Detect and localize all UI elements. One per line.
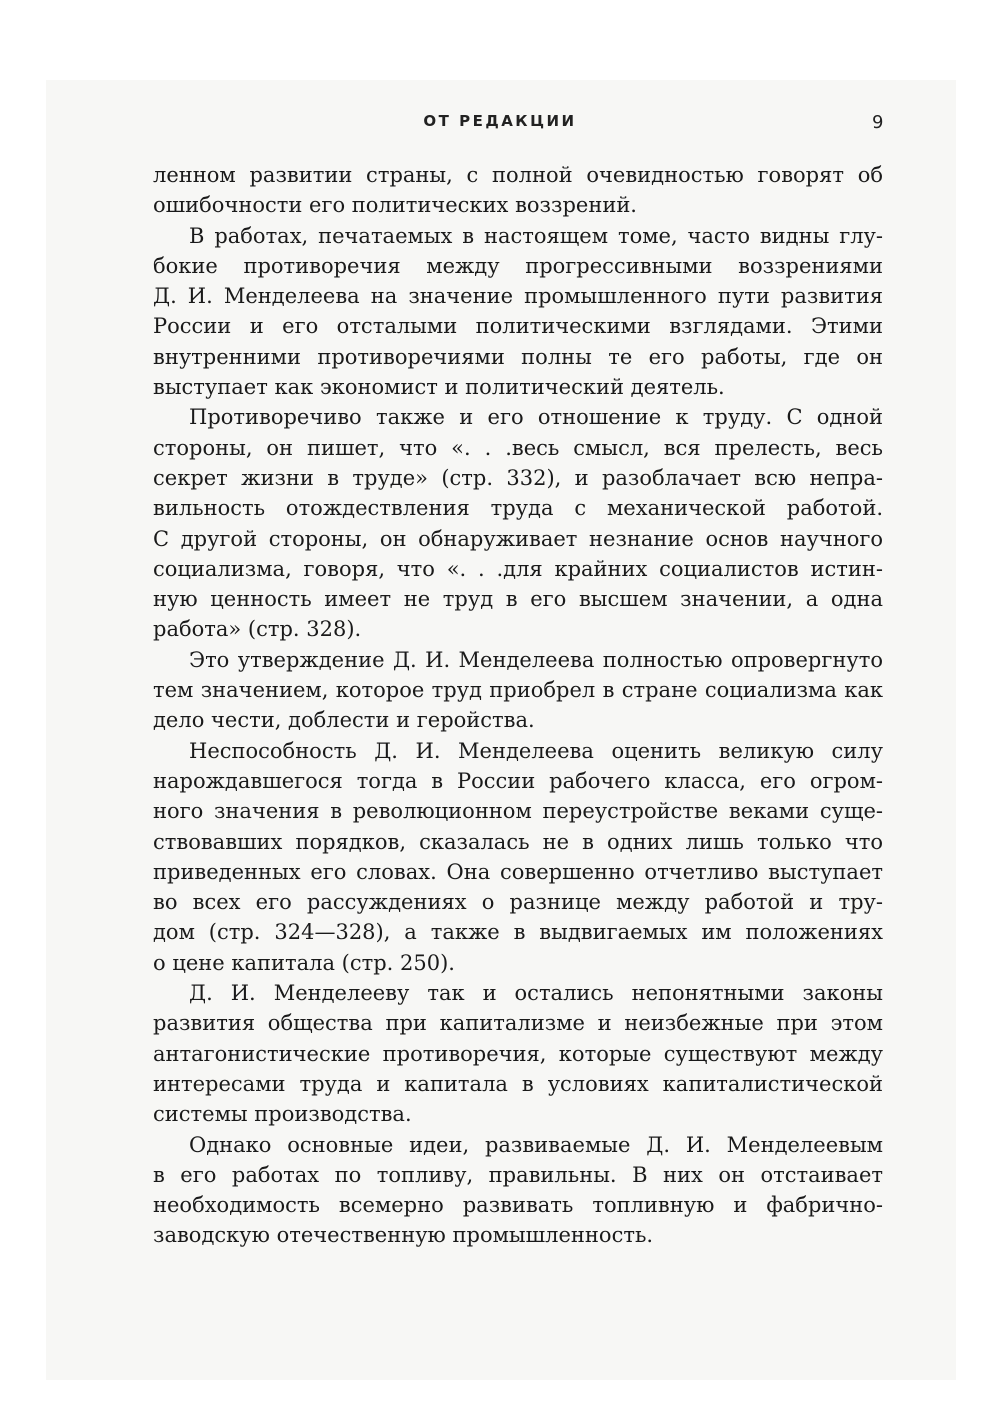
page-number: 9 xyxy=(872,112,884,133)
text-line: развития общества при капитализме и неизбежные при этом xyxy=(153,1011,883,1036)
text-line: Неспособность Д. И. Менделеева оценить великую силу xyxy=(189,738,883,763)
text-line: вильность отождествления труда с механической работой. xyxy=(153,496,883,521)
text-line: С другой стороны, он обнаруживает незнание основ научного xyxy=(153,526,883,551)
text-line: тем значением, которое труд приобрел в стране социализма как xyxy=(153,678,883,703)
text-line: ошибочности его политических воззрений. xyxy=(153,193,637,218)
text-line: интересами труда и капитала в условиях капиталистической xyxy=(153,1071,883,1096)
text-line: Однако основные идеи, развиваемые Д. И. Менделеевым xyxy=(189,1132,883,1157)
paragraph xyxy=(153,736,883,978)
text-line: ленном развитии страны, с полной очевидностью говорят об xyxy=(153,163,883,187)
text-line: Противоречиво также и его отношение к труду. С одной xyxy=(189,405,883,430)
paragraph xyxy=(153,1130,883,1251)
text-line: приведенных его словах. Она совершенно отчетливо выступает xyxy=(153,859,883,884)
text-line: антагонистические противоречия, которые существуют между xyxy=(153,1041,883,1066)
text-line: необходимость всемерно развивать топливную и фабрично- xyxy=(153,1193,883,1218)
paragraph xyxy=(153,645,883,736)
text-line: социализма, говоря, что «. . .для крайних социалистов истин- xyxy=(153,556,883,581)
text-line: В работах, печатаемых в настоящем томе, часто видны глу- xyxy=(189,223,883,248)
text-line: России и его отсталыми политическими взглядами. Этими xyxy=(153,314,883,339)
text-line: Это утверждение Д. И. Менделеева полностью опровергнуто xyxy=(189,647,883,672)
text-line: ного значения в революционном переустройстве веками суще- xyxy=(153,799,883,824)
text-line: системы производства. xyxy=(153,1102,412,1127)
text-line: Д. И. Менделееву так и остались непонятными законы xyxy=(189,981,883,1006)
text-line: дело чести, доблести и геройства. xyxy=(153,708,535,733)
text-line: внутренними противоречиями полны те его работы, где он xyxy=(153,344,883,369)
paragraph xyxy=(153,978,883,1129)
text-line: нарождавшегося тогда в России рабочего класса, его огром- xyxy=(153,768,883,793)
text-line: стороны, он пишет, что «. . .весь смысл, вся прелесть, весь xyxy=(153,435,883,460)
text-line: ствовавших порядков, сказалась не в одних лишь только что xyxy=(153,829,883,854)
text-line: ную ценность имеет не труд в его высшем значении, а одна xyxy=(153,587,883,612)
running-header xyxy=(0,112,1000,140)
paragraph xyxy=(153,221,883,403)
text-line: во всех его рассуждениях о разнице между работой и тру- xyxy=(153,890,883,915)
text-line: Д. И. Менделеева на значение промышленного пути развития xyxy=(153,284,883,309)
text-line: секрет жизни в труде» (стр. 332), и разоблачает всю непра- xyxy=(153,465,883,490)
text-line: выступает как экономист и политический деятель. xyxy=(153,375,725,400)
text-line: бокие противоречия между прогрессивными воззрениями xyxy=(153,253,883,278)
text-line: в его работах по топливу, правильны. В них он отстаивает xyxy=(153,1162,883,1187)
text-line: о цене капитала (стр. 250). xyxy=(153,950,455,975)
text-line: заводскую отечественную промышленность. xyxy=(153,1223,654,1248)
body-text xyxy=(153,160,883,1251)
paragraph xyxy=(153,402,883,644)
paragraph xyxy=(153,160,883,221)
text-line: работа» (стр. 328). xyxy=(153,617,362,642)
text-line: дом (стр. 324—328), а также в выдвигаемых им положениях xyxy=(153,920,883,945)
running-title: ОТ РЕДАКЦИИ xyxy=(423,112,577,130)
